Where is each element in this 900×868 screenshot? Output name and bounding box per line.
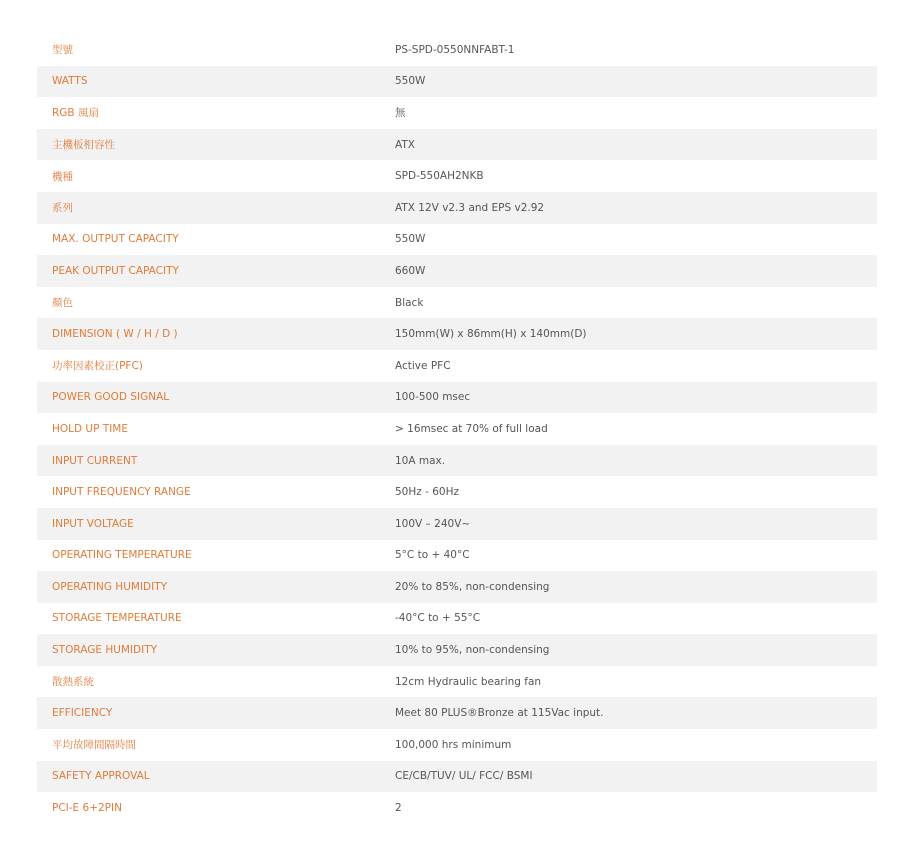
spec-row: [37, 34, 877, 66]
spec-row: [37, 160, 877, 192]
spec-row: [37, 287, 877, 319]
spec-value: ATX: [395, 138, 415, 151]
spec-label: 平均故障間隔時間: [52, 739, 136, 752]
spec-label: DIMENSION ( W / H / D ): [52, 328, 178, 341]
spec-value: > 16msec at 70% of full load: [395, 422, 548, 435]
spec-label: STORAGE HUMIDITY: [52, 644, 158, 657]
spec-value: 660W: [395, 264, 426, 277]
spec-label: WATTS: [52, 75, 88, 88]
spec-value: 20% to 85%, non-condensing: [395, 580, 550, 593]
spec-row: [37, 97, 877, 129]
spec-label: 機種: [52, 170, 73, 183]
spec-value: CE/CB/TUV/ UL/ FCC/ BSMI: [395, 770, 533, 783]
spec-label: OPERATING HUMIDITY: [52, 580, 168, 593]
spec-label: STORAGE TEMPERATURE: [52, 612, 182, 625]
spec-row: [37, 413, 877, 445]
spec-label: 型號: [52, 44, 73, 57]
spec-label: 散熱系統: [52, 676, 94, 689]
spec-label: 主機板相容性: [52, 139, 115, 152]
spec-row: [37, 224, 877, 256]
spec-row: [37, 350, 877, 382]
spec-label: MAX. OUTPUT CAPACITY: [52, 233, 179, 246]
spec-row: [37, 603, 877, 635]
spec-row: [37, 66, 877, 98]
spec-value: Active PFC: [395, 359, 451, 372]
spec-value: Black: [395, 296, 424, 309]
spec-row: [37, 192, 877, 224]
spec-value: Meet 80 PLUS®Bronze at 115Vac input.: [395, 707, 604, 720]
spec-value: 550W: [395, 75, 426, 88]
spec-label: 功率因素校正(PFC): [52, 360, 143, 373]
spec-row: [37, 129, 877, 161]
spec-table: [37, 34, 877, 824]
spec-value: 10A max.: [395, 454, 446, 467]
spec-row: [37, 792, 877, 824]
spec-row: [37, 571, 877, 603]
spec-label: PEAK OUTPUT CAPACITY: [52, 264, 179, 277]
spec-value: 100,000 hrs minimum: [395, 738, 512, 751]
spec-label: EFFICIENCY: [52, 707, 113, 720]
spec-value: SPD-550AH2NKB: [395, 170, 484, 183]
spec-value: 150mm(W) x 86mm(H) x 140mm(D): [395, 328, 587, 341]
spec-label: INPUT VOLTAGE: [52, 517, 134, 530]
spec-value: 2: [395, 802, 402, 815]
spec-value: 無: [395, 107, 406, 120]
spec-label: RGB 風扇: [52, 107, 99, 120]
spec-value: 5°C to + 40°C: [395, 549, 470, 562]
spec-value: 12cm Hydraulic bearing fan: [395, 675, 542, 688]
spec-row: [37, 255, 877, 287]
spec-row: [37, 761, 877, 793]
spec-row: [37, 540, 877, 572]
spec-value: -40°C to + 55°C: [395, 612, 481, 625]
spec-value: 10% to 95%, non-condensing: [395, 644, 550, 657]
spec-row: [37, 382, 877, 414]
spec-label: HOLD UP TIME: [52, 422, 128, 435]
spec-label: PCI-E 6+2PIN: [52, 802, 122, 815]
spec-label: INPUT FREQUENCY RANGE: [52, 486, 191, 499]
spec-row: [37, 634, 877, 666]
spec-row: [37, 729, 877, 761]
spec-label: SAFETY APPROVAL: [52, 770, 150, 783]
spec-value: PS-SPD-0550NNFABT-1: [395, 43, 515, 56]
spec-row: [37, 445, 877, 477]
spec-value: 50Hz - 60Hz: [395, 486, 459, 499]
spec-label: OPERATING TEMPERATURE: [52, 549, 192, 562]
spec-value: ATX 12V v2.3 and EPS v2.92: [395, 201, 545, 214]
spec-label: 系列: [52, 202, 73, 215]
spec-label: 顏色: [52, 297, 73, 310]
spec-value: 550W: [395, 233, 426, 246]
spec-row: [37, 318, 877, 350]
spec-row: [37, 508, 877, 540]
spec-row: [37, 697, 877, 729]
spec-label: POWER GOOD SIGNAL: [52, 391, 170, 404]
spec-value: 100-500 msec: [395, 391, 471, 404]
spec-row: [37, 476, 877, 508]
spec-row: [37, 666, 877, 698]
spec-value: 100V – 240V~: [395, 517, 471, 530]
spec-label: INPUT CURRENT: [52, 454, 138, 467]
